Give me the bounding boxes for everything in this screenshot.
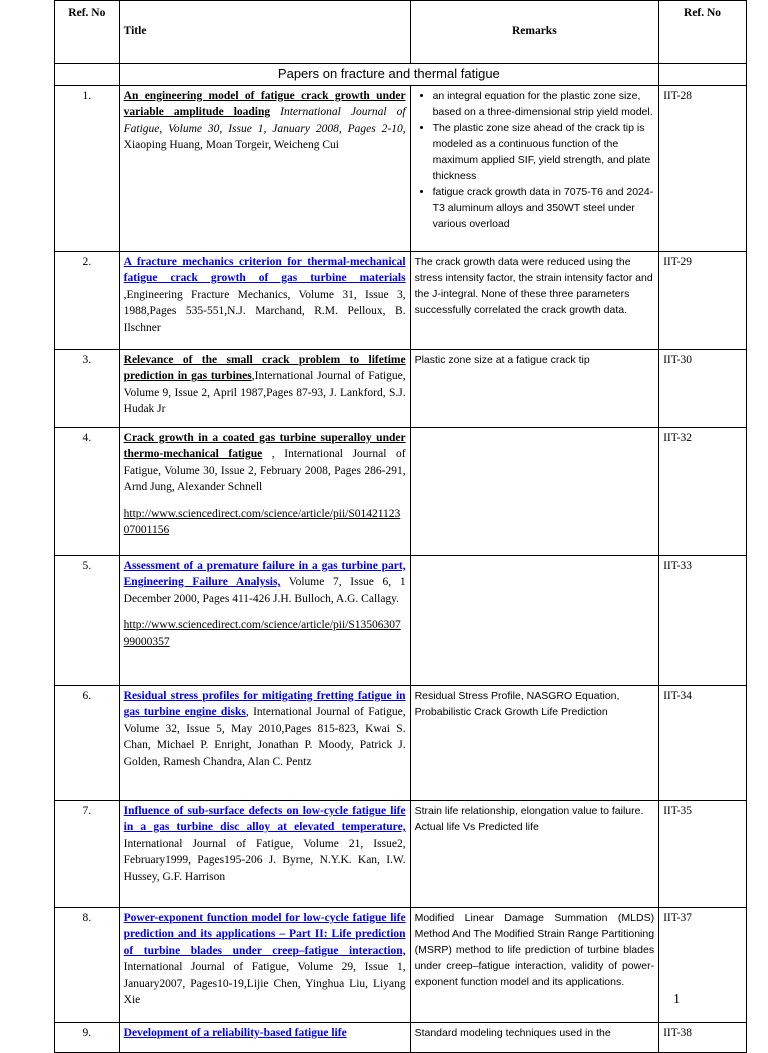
row-remarks-cell — [410, 1022, 659, 1052]
row-number: 8. — [55, 907, 120, 1022]
row-ref-id: IIT-30 — [659, 349, 747, 427]
remarks-text: Standard modeling techniques used in the — [414, 1026, 611, 1039]
paper-title[interactable]: Power-exponent function model for low-cycle fatigue life prediction and its applications – Part II: Life prediction of turbine blades under creep–fatigue interaction, — [123, 911, 406, 957]
citation-journal: International Journal of Fatigue, Volume 30, Issue 1, January 2008, Pages 2-10, — [123, 106, 406, 135]
header-ref-no-2: Ref. No — [659, 1, 747, 64]
row-remarks-cell — [410, 427, 659, 555]
citation-text: International Journal of Fatigue, Volume 29, Issue 1, January2007, Pages10-19,Lijie Chen, Yinghua Liu, Liyang Xie — [123, 961, 406, 1006]
citation-text: Xiaoping Huang, Moan Torgeir, Weicheng Cui — [123, 139, 339, 151]
row-title-cell — [119, 685, 410, 800]
row-ref-id: IIT-35 — [659, 800, 747, 907]
row-remarks-cell — [410, 800, 659, 907]
row-title-cell — [119, 555, 410, 685]
header-remarks: Remarks — [410, 1, 659, 64]
table-row — [55, 85, 747, 251]
remarks-list-item: • fatigue crack growth data in 7075-T6 and 2024-T3 aluminum alloys and 350WT steel under various overload — [433, 184, 655, 232]
paper-title: Crack growth in a coated gas turbine superalloy under thermo-mechanical fatigue — [123, 431, 406, 460]
row-number: 9. — [55, 1022, 120, 1052]
remarks-text: The crack growth data were reduced using the stress intensity factor, the strain intensity factor and the J-integral. None of these three parameters successfully correlated the crack growth data. — [414, 255, 653, 316]
paper-title: Relevance of the small crack problem to lifetime prediction in gas turbines — [123, 353, 406, 382]
row-number: 7. — [55, 800, 120, 907]
row-number: 3. — [55, 349, 120, 427]
row-number: 6. — [55, 685, 120, 800]
remarks-list-item: • an integral equation for the plastic zone size, based on a three-dimensional strip yield model. — [433, 88, 655, 120]
row-ref-id: IIT-37 — [659, 907, 747, 1022]
row-remarks-cell — [410, 251, 659, 349]
row-remarks-cell — [410, 685, 659, 800]
citation-text: International Journal of Fatigue, Volume 21, Issue2, February1999, Pages195-206 J. Byrne, N.Y.K. Kan, I.W. Hussey, G.F. Harrison — [123, 837, 406, 883]
section-title: Papers on fracture and thermal fatigue — [119, 64, 658, 86]
remarks-text: Strain life relationship, elongation value to failure. Actual life Vs Predicted life — [414, 804, 644, 833]
row-title-cell — [119, 349, 410, 427]
article-url[interactable]: http://www.sciencedirect.com/science/article/pii/S1350630799000357 — [123, 619, 401, 648]
citation-text: , International Journal of Fatigue, Volume 32, Issue 5, May 2010,Pages 815-823, Kwai S. Chan, Michael P. Enright, Jonathan P. Moody, Patrick J. Golden, Ramesh Chandra, Alan C. Pentz — [123, 706, 406, 768]
row-title-cell — [119, 85, 410, 251]
row-number: 1. — [55, 85, 120, 251]
row-ref-id: IIT-38 — [659, 1022, 747, 1052]
row-number: 5. — [55, 555, 120, 685]
remarks-text: Modified Linear Damage Summation (MLDS) Method And The Modified Strain Range Partitioning (MSRP) method to life prediction of turbine blades under creep–fatigue interaction, validity of power-exponent function model and its applications. — [414, 911, 655, 988]
header-row — [55, 1, 747, 64]
row-title-cell — [119, 907, 410, 1022]
section-title-row — [55, 64, 747, 86]
paper-title[interactable]: Assessment of a premature failure in a gas turbine part, Engineering Failure Analysis, — [123, 559, 406, 588]
row-title-cell — [119, 800, 410, 907]
paper-title[interactable]: Residual stress profiles for mitigating fretting fatigue in gas turbine engine disks — [123, 689, 406, 718]
row-number: 2. — [55, 251, 120, 349]
article-url[interactable]: http://www.sciencedirect.com/science/article/pii/S0142112307001156 — [123, 507, 401, 536]
table-row — [55, 555, 747, 685]
remarks-list-item: • The plastic zone size ahead of the crack tip is modeled as a continuous function of the maximum applied SIF, yield strength, and plate thickness — [433, 120, 655, 184]
row-ref-id: IIT-29 — [659, 251, 747, 349]
row-ref-id: IIT-33 — [659, 555, 747, 685]
row-ref-id: IIT-32 — [659, 427, 747, 555]
remarks-text: Plastic zone size at a fatigue crack tip — [414, 353, 590, 366]
table-row — [55, 251, 747, 349]
table-row — [55, 427, 747, 555]
paper-title[interactable]: A fracture mechanics criterion for thermal-mechanical fatigue crack growth of gas turbine materials — [123, 255, 406, 284]
references-table — [54, 0, 747, 1053]
row-ref-id: IIT-28 — [659, 85, 747, 251]
row-title-cell — [119, 251, 410, 349]
citation-text: ,Engineering Fracture Mechanics, Volume 31, Issue 3, 1988,Pages 535-551,N.J. Marchand, R.M. Pelloux, B. Ilschner — [123, 288, 406, 334]
row-title-cell — [119, 427, 410, 555]
header-ref-no: Ref. No — [55, 1, 120, 64]
row-remarks-cell — [410, 349, 659, 427]
row-ref-id: IIT-34 — [659, 685, 747, 800]
table-row — [55, 685, 747, 800]
citation-text: ,International Journal of Fatigue, Volume 9, Issue 2, April 1987,Pages 87-93, J. Lankford, S.J. Hudak Jr — [123, 370, 406, 415]
section-title-blank-right — [659, 64, 747, 86]
table-row — [55, 907, 747, 1022]
page-number: 1 — [673, 992, 680, 1007]
row-number: 4. — [55, 427, 120, 555]
paper-title[interactable]: Development of a reliability-based fatigue life — [123, 1026, 347, 1039]
table-row — [55, 800, 747, 907]
row-title-cell — [119, 1022, 410, 1052]
table-row — [55, 349, 747, 427]
section-title-blank — [55, 64, 120, 86]
citation-text: , International Journal of Fatigue, Volume 30, Issue 2, February 2008, Pages 286-291, Arnd Jung, Alexander Schnell — [123, 448, 406, 493]
remarks-text: Residual Stress Profile, NASGRO Equation, Probabilistic Crack Growth Life Prediction — [414, 689, 620, 718]
table-row — [55, 1022, 747, 1052]
header-title: Title — [119, 1, 410, 64]
paper-title[interactable]: Influence of sub-surface defects on low-cycle fatigue life in a gas turbine disc alloy at elevated temperature, — [123, 804, 406, 833]
remarks-list — [415, 88, 655, 232]
row-remarks-cell — [410, 907, 659, 1022]
row-remarks-cell — [410, 555, 659, 685]
row-remarks-cell — [410, 85, 659, 251]
paper-title: An engineering model of fatigue crack growth under variable amplitude loading — [123, 89, 406, 118]
citation-text: Volume 7, Issue 6, 1 December 2000, Pages 411-426 J.H. Bulloch, A.G. Callagy. — [123, 576, 406, 605]
